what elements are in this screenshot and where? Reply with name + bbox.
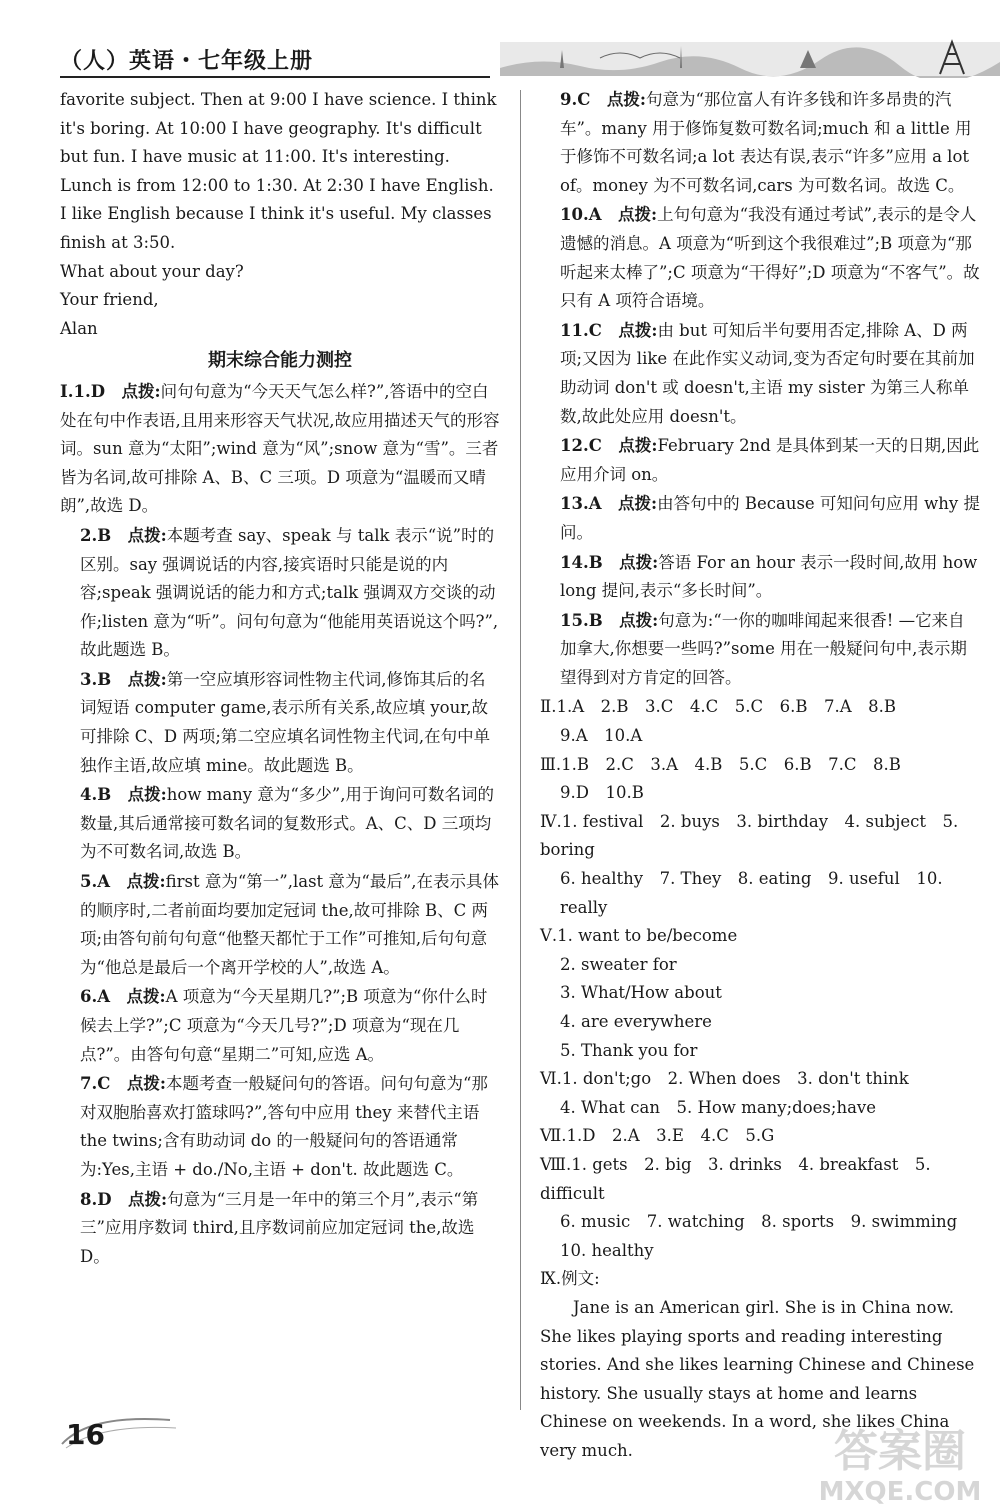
answer-line: Ⅴ.1. want to be/become xyxy=(540,926,738,946)
column-divider xyxy=(520,90,521,1410)
answer-group xyxy=(540,1122,980,1151)
answer-line: Ⅷ.1. gets 2. big 3. drinks 4. breakfast 5. difficult xyxy=(540,1154,931,1203)
answer-line: 9.A 10.A xyxy=(560,726,643,746)
answer-item: 15.B 点拨:句意为:“一你的咖啡闻起来很香! —它来自加拿大,你想要一些吗?”some 用在一般疑问句中,表示期望得到对方肯定的回答。 xyxy=(560,610,967,687)
answer-item: 4.B 点拨:how many 意为“多少”,用于询问可数名词的数量,其后通常接可数名词的复数形式。A、C、D 三项均为不可数名词,故选 B。 xyxy=(80,785,494,862)
answer-line: 5. Thank you for xyxy=(560,1040,698,1060)
answer-item: 10.A 点拨:上句句意为“我没有通过考试”,表示的是令人遗憾的消息。A 项意为“听到这个我很难过”;B 项意为“那听起来太棒了”;C 项意为“干得好”;D 项意为“不客气”。故只有 A 项符合语境。 xyxy=(560,205,980,311)
header-rule xyxy=(60,76,490,78)
letter-signature: Alan xyxy=(60,318,98,338)
answer-item: 13.A 点拨:由答句中的 Because 可知问句应用 why 提问。 xyxy=(560,494,980,542)
answer-item: 11.C 点拨:由 but 可知后半句要用否定,排除 A、D 两项;又因为 like 在此作实义动词,变为否定句时要在其前加助动词 don't 或 doesn't,主语 my sister 为第三人称单数,故此处应用 doesn't。 xyxy=(560,320,975,426)
answer-line: Ⅲ.1.B 2.C 3.A 4.B 5.C 6.B 7.C 8.B xyxy=(540,754,901,774)
answer-group xyxy=(540,1065,980,1122)
watermark-logo xyxy=(800,1412,1000,1508)
page-number: 16 xyxy=(66,1418,105,1451)
answer-line: Ⅶ.1.D 2.A 3.E 4.C 5.G xyxy=(540,1126,775,1146)
answer-item: 2.B 点拨:本题考查 say、speak 与 talk 表示“说”时的区别。say 强调说话的内容,接宾语时只能是说的内容;speak 强调说话的能力和方式;talk 强调双方交谈的动作;listen 意为“听”。问句句意为“他能用英语说这个吗?”,故此题选 B。 xyxy=(80,525,499,660)
answer-item: 12.C 点拨:February 2nd 是具体到某一天的日期,因此应用介词 on。 xyxy=(560,436,980,484)
section-title: 期末综合能力测控 xyxy=(208,350,352,372)
answer-line: 6. music 7. watching 8. sports 9. swimming xyxy=(560,1212,958,1232)
left-column xyxy=(60,86,500,1272)
answer-line: 9.D 10.B xyxy=(560,783,644,803)
answer-line: Ⅵ.1. don't;go 2. When does 3. don't think xyxy=(540,1069,909,1089)
answer-group xyxy=(540,751,980,808)
answer-line: 6. healthy 7. They 8. eating 9. useful 10. really xyxy=(560,869,943,917)
answer-item: 14.B 点拨:答语 For an hour 表示一段时间,故用 how long 提问,表示“多长时间”。 xyxy=(560,552,978,601)
page-header xyxy=(60,38,1000,80)
answer-line: Ⅱ.1.A 2.B 3.C 4.C 5.C 6.B 7.A 8.B xyxy=(540,697,896,717)
watermark-url: MXQE.COM xyxy=(818,1477,982,1507)
answer-group xyxy=(540,808,980,922)
answer-item: Ⅰ.1.D 点拨:问句句意为“今天天气怎么样?”,答语中的空白处在句中作表语,且用来形容天气状况,故应用描述天气的形容词。sun 意为“太阳”;wind 意为“风”;snow 意为“雪”。三者皆为名词,故可排除 A、B、C 三项。D 项意为“温暖而又晴朗”,故选 D。 xyxy=(60,381,500,516)
answer-item: 8.D 点拨:句意为“三月是一年中的第三个月”,表示“第三”应用序数词 third,且序数词前应加定冠词 the,故选 D。 xyxy=(80,1189,479,1266)
answer-group xyxy=(540,1151,980,1265)
answer-item: 9.C 点拨:句意为“那位富人有许多钱和许多昂贵的汽车”。many 用于修饰复数可数名词;much 和 a little 用于修饰不可数名词;a lot 表达有误,表示“许多”应用 a lot of。money 为不可数名词,cars 为可数名词。故选 C。 xyxy=(560,90,972,195)
answer-item: 3.B 点拨:第一空应填形容词性物主代词,修饰其后的名词短语 computer game,表示所有关系,故应填 your,故可排除 C、D 两项;第二空应填名词性物主代词,在句中单独作主语,故应填 mine。故此题选 B。 xyxy=(80,669,491,775)
answer-line: Ⅳ.1. festival 2. buys 3. birthday 4. subject 5. boring xyxy=(540,811,959,860)
answer-line: 3. What/How about xyxy=(560,983,722,1003)
letter-closing: Your friend, xyxy=(60,290,159,310)
essay-text: Jane is an American girl. She is in China now. She likes playing sports and reading interesting stories. And she likes learning Chinese and Chinese history. She usually stays at home and learns Chinese on weekends. In a word, she likes China very much. xyxy=(540,1297,975,1460)
answer-line: 4. are everywhere xyxy=(560,1012,712,1031)
answer-item: 6.A 点拨:A 项意为“今天星期几?”;B 项意为“你什么时候去上学?”;C 项意为“今天几号?”;D 项意为“现在几点?”。由答句句意“星期二”可知,应选 A。 xyxy=(80,987,488,1064)
letter-paragraph: favorite subject. Then at 9:00 I have science. I think it's boring. At 10:00 I have geography. It's difficult but fun. I have music at 11:00. It's interesting. Lunch is from 12:00 to 1:30. At 2:30 I have English. I like English because I think it's useful. My classes finish at 3:50. xyxy=(60,90,497,252)
book-title: （人）英语・七年级上册 xyxy=(60,48,314,74)
answer-group xyxy=(540,693,980,750)
right-column xyxy=(540,86,980,1466)
skyline-banner-icon xyxy=(500,38,1000,78)
essay-label: Ⅸ.例文: xyxy=(540,1269,600,1289)
answer-item: 7.C 点拨:本题考查一般疑问句的答语。问句句意为“那对双胞胎喜欢打篮球吗?”,答句中应用 they 来替代主语 the twins;含有助动词 do 的一般疑问句的答语通常为:Yes,主语 + do./No,主语 + don't. 故此题选 C。 xyxy=(80,1074,488,1179)
answer-group xyxy=(540,922,980,1065)
answer-line: 10. healthy xyxy=(560,1240,654,1260)
letter-line: What about your day? xyxy=(60,261,244,281)
answer-line: 2. sweater for xyxy=(560,954,677,974)
answer-line: 4. What can 5. How many;does;have xyxy=(560,1097,876,1117)
watermark-title: 答案圈 xyxy=(834,1426,966,1477)
answer-item: 5.A 点拨:first 意为“第一”,last 意为“最后”,在表示具体的顺序时,二者前面均要加定冠词 the,故可排除 B、C 两项;由答句前句句意“他整天都忙于工作”可推知,后句句意为“他总是最后一个离开学校的人”,故选 A。 xyxy=(80,872,500,977)
